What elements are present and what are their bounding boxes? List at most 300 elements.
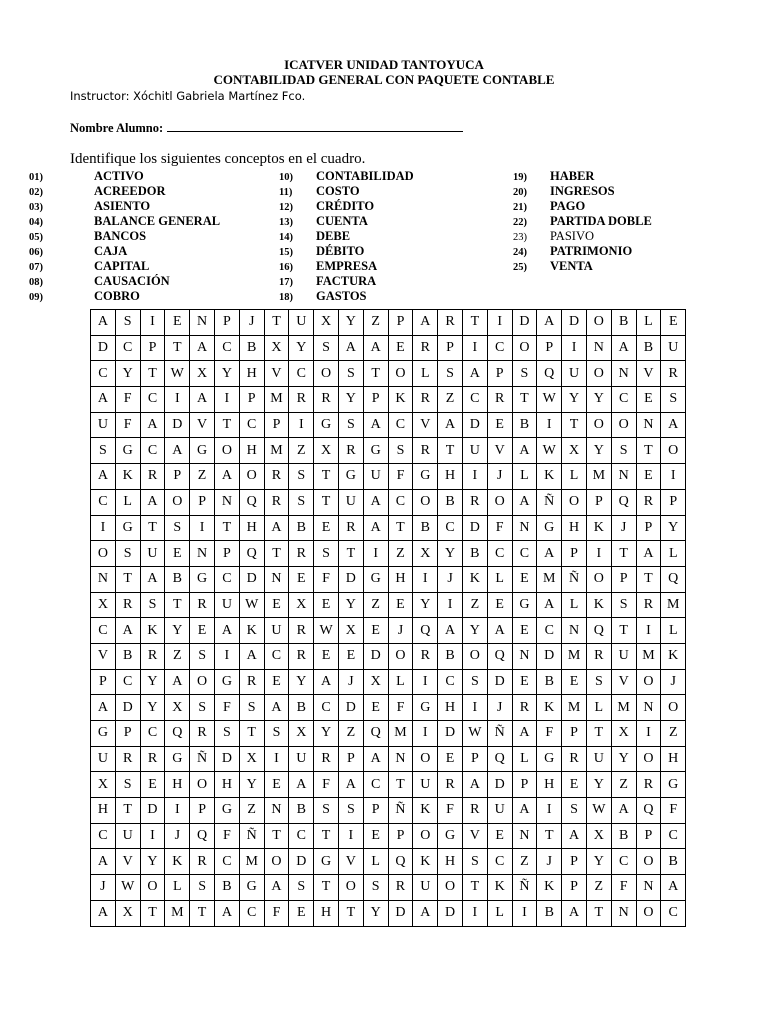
grid-cell[interactable]: I [214,387,239,413]
grid-cell[interactable]: S [388,438,413,464]
grid-cell[interactable]: G [190,566,215,592]
grid-cell[interactable]: C [91,489,116,515]
grid-cell[interactable]: F [264,900,289,926]
grid-cell[interactable]: P [636,515,661,541]
grid-cell[interactable]: N [512,643,537,669]
grid-cell[interactable]: D [338,695,363,721]
grid-cell[interactable]: D [115,695,140,721]
grid-cell[interactable]: U [586,746,611,772]
grid-cell[interactable]: C [214,566,239,592]
grid-cell[interactable]: N [190,310,215,336]
grid-cell[interactable]: R [636,772,661,798]
grid-cell[interactable]: G [214,798,239,824]
grid-cell[interactable]: E [165,541,190,567]
grid-cell[interactable]: Q [388,849,413,875]
grid-cell[interactable]: P [363,387,388,413]
grid-cell[interactable]: Z [363,592,388,618]
grid-cell[interactable]: Z [165,643,190,669]
grid-cell[interactable]: S [338,412,363,438]
grid-cell[interactable]: G [661,772,686,798]
grid-cell[interactable]: T [636,566,661,592]
grid-cell[interactable]: B [611,310,636,336]
grid-cell[interactable]: F [115,412,140,438]
grid-cell[interactable]: K [537,464,562,490]
grid-cell[interactable]: T [314,823,339,849]
grid-cell[interactable]: A [115,618,140,644]
grid-cell[interactable]: B [214,875,239,901]
grid-cell[interactable]: D [462,412,487,438]
grid-cell[interactable]: A [190,335,215,361]
grid-cell[interactable]: W [462,721,487,747]
grid-cell[interactable]: P [264,412,289,438]
grid-cell[interactable]: C [239,412,264,438]
grid-cell[interactable]: A [438,412,463,438]
grid-cell[interactable]: A [611,798,636,824]
grid-cell[interactable]: U [462,438,487,464]
grid-cell[interactable]: A [512,489,537,515]
grid-cell[interactable]: S [611,438,636,464]
grid-cell[interactable]: E [438,746,463,772]
grid-cell[interactable]: V [91,643,116,669]
grid-cell[interactable]: M [388,721,413,747]
grid-cell[interactable]: T [140,515,165,541]
grid-cell[interactable]: P [214,541,239,567]
grid-cell[interactable]: L [388,669,413,695]
grid-cell[interactable]: G [512,592,537,618]
grid-cell[interactable]: U [338,489,363,515]
grid-cell[interactable]: H [537,772,562,798]
grid-cell[interactable]: A [214,464,239,490]
grid-cell[interactable]: O [190,669,215,695]
grid-cell[interactable]: S [115,310,140,336]
grid-cell[interactable]: S [314,798,339,824]
grid-cell[interactable]: I [413,721,438,747]
grid-cell[interactable]: C [91,618,116,644]
grid-cell[interactable]: M [562,643,587,669]
grid-cell[interactable]: R [115,746,140,772]
grid-cell[interactable]: S [338,798,363,824]
grid-cell[interactable]: O [264,849,289,875]
grid-cell[interactable]: I [214,643,239,669]
grid-cell[interactable]: T [611,618,636,644]
grid-cell[interactable]: A [91,849,116,875]
grid-cell[interactable]: A [562,900,587,926]
grid-cell[interactable]: A [214,618,239,644]
grid-cell[interactable]: K [413,849,438,875]
grid-cell[interactable]: S [239,695,264,721]
grid-cell[interactable]: Y [214,361,239,387]
grid-cell[interactable]: U [91,746,116,772]
grid-cell[interactable]: O [661,438,686,464]
grid-cell[interactable]: K [388,387,413,413]
grid-cell[interactable]: P [512,772,537,798]
grid-cell[interactable]: X [289,592,314,618]
grid-cell[interactable]: Z [586,875,611,901]
grid-cell[interactable]: L [636,310,661,336]
grid-cell[interactable]: J [338,669,363,695]
grid-cell[interactable]: C [388,412,413,438]
grid-cell[interactable]: Z [661,721,686,747]
grid-cell[interactable]: W [165,361,190,387]
grid-cell[interactable]: D [289,849,314,875]
grid-cell[interactable]: R [413,643,438,669]
grid-cell[interactable]: B [115,643,140,669]
grid-cell[interactable]: F [314,566,339,592]
grid-cell[interactable]: R [190,592,215,618]
grid-cell[interactable]: C [438,515,463,541]
grid-cell[interactable]: C [289,361,314,387]
grid-cell[interactable]: S [462,669,487,695]
grid-cell[interactable]: L [363,849,388,875]
grid-cell[interactable]: O [388,643,413,669]
grid-cell[interactable]: C [115,669,140,695]
grid-cell[interactable]: Y [115,361,140,387]
grid-cell[interactable]: U [611,643,636,669]
grid-cell[interactable]: G [363,566,388,592]
grid-cell[interactable]: E [140,772,165,798]
grid-cell[interactable]: B [165,566,190,592]
grid-cell[interactable]: Q [363,721,388,747]
grid-cell[interactable]: D [537,643,562,669]
grid-cell[interactable]: S [289,489,314,515]
grid-cell[interactable]: O [165,489,190,515]
grid-cell[interactable]: O [661,695,686,721]
grid-cell[interactable]: O [636,669,661,695]
grid-cell[interactable]: U [214,592,239,618]
grid-cell[interactable]: L [487,566,512,592]
grid-cell[interactable]: A [636,541,661,567]
grid-cell[interactable]: P [190,798,215,824]
grid-cell[interactable]: Q [537,361,562,387]
grid-cell[interactable]: A [264,875,289,901]
grid-cell[interactable]: P [487,361,512,387]
grid-cell[interactable]: V [190,412,215,438]
grid-cell[interactable]: T [314,875,339,901]
grid-cell[interactable]: D [363,643,388,669]
grid-cell[interactable]: S [512,361,537,387]
grid-cell[interactable]: S [611,592,636,618]
grid-cell[interactable]: O [214,438,239,464]
grid-cell[interactable]: I [140,823,165,849]
grid-cell[interactable]: Y [140,849,165,875]
grid-cell[interactable]: E [487,823,512,849]
grid-cell[interactable]: L [562,592,587,618]
grid-cell[interactable]: A [214,900,239,926]
grid-cell[interactable]: A [91,310,116,336]
grid-cell[interactable]: F [438,798,463,824]
grid-cell[interactable]: F [115,387,140,413]
grid-cell[interactable]: H [562,515,587,541]
grid-cell[interactable]: A [338,772,363,798]
grid-cell[interactable]: G [338,464,363,490]
grid-cell[interactable]: G [438,823,463,849]
grid-cell[interactable]: S [438,361,463,387]
grid-cell[interactable]: I [462,335,487,361]
grid-cell[interactable]: H [438,695,463,721]
grid-cell[interactable]: C [140,387,165,413]
grid-cell[interactable]: X [190,361,215,387]
grid-cell[interactable]: E [289,566,314,592]
grid-cell[interactable]: C [512,541,537,567]
grid-cell[interactable]: P [462,746,487,772]
grid-cell[interactable]: A [314,669,339,695]
grid-cell[interactable]: A [363,412,388,438]
grid-cell[interactable]: R [239,669,264,695]
grid-cell[interactable]: R [289,643,314,669]
grid-cell[interactable]: T [190,900,215,926]
grid-cell[interactable]: P [438,335,463,361]
grid-cell[interactable]: E [512,669,537,695]
grid-cell[interactable]: R [140,746,165,772]
grid-cell[interactable]: I [586,541,611,567]
grid-cell[interactable]: R [289,387,314,413]
grid-cell[interactable]: L [487,900,512,926]
grid-cell[interactable]: T [214,515,239,541]
grid-cell[interactable]: K [165,849,190,875]
grid-cell[interactable]: A [264,695,289,721]
grid-cell[interactable]: C [611,387,636,413]
grid-cell[interactable]: C [487,541,512,567]
grid-cell[interactable]: D [462,515,487,541]
grid-cell[interactable]: T [165,592,190,618]
grid-cell[interactable]: O [636,746,661,772]
grid-cell[interactable]: R [636,592,661,618]
grid-cell[interactable]: I [661,464,686,490]
grid-cell[interactable]: B [512,412,537,438]
grid-cell[interactable]: T [562,412,587,438]
student-name-field[interactable] [167,120,463,132]
grid-cell[interactable]: N [512,823,537,849]
grid-cell[interactable]: R [462,798,487,824]
grid-cell[interactable]: S [462,849,487,875]
grid-cell[interactable]: A [413,310,438,336]
grid-cell[interactable]: C [661,900,686,926]
grid-cell[interactable]: O [388,361,413,387]
grid-cell[interactable]: V [462,823,487,849]
grid-cell[interactable]: Q [611,489,636,515]
grid-cell[interactable]: R [512,695,537,721]
grid-cell[interactable]: U [487,798,512,824]
grid-cell[interactable]: N [636,412,661,438]
grid-cell[interactable]: R [586,643,611,669]
grid-cell[interactable]: S [190,643,215,669]
grid-cell[interactable]: A [512,721,537,747]
grid-cell[interactable]: R [413,438,438,464]
grid-cell[interactable]: P [363,798,388,824]
grid-cell[interactable]: V [487,438,512,464]
grid-cell[interactable]: B [438,489,463,515]
grid-cell[interactable]: E [363,618,388,644]
grid-cell[interactable]: O [438,875,463,901]
grid-cell[interactable]: Q [413,618,438,644]
grid-cell[interactable]: A [537,541,562,567]
grid-cell[interactable]: X [611,721,636,747]
grid-cell[interactable]: H [239,515,264,541]
grid-cell[interactable]: L [115,489,140,515]
grid-cell[interactable]: X [363,669,388,695]
grid-cell[interactable]: E [487,412,512,438]
grid-cell[interactable]: N [190,541,215,567]
grid-cell[interactable]: A [239,643,264,669]
grid-cell[interactable]: Y [586,849,611,875]
grid-cell[interactable]: P [562,875,587,901]
grid-cell[interactable]: G [314,849,339,875]
grid-cell[interactable]: C [487,849,512,875]
grid-cell[interactable]: A [338,335,363,361]
grid-cell[interactable]: Ñ [388,798,413,824]
grid-cell[interactable]: S [115,541,140,567]
grid-cell[interactable]: Y [462,618,487,644]
grid-cell[interactable]: W [314,618,339,644]
grid-cell[interactable]: G [314,412,339,438]
grid-cell[interactable]: Y [140,669,165,695]
grid-cell[interactable]: Y [562,387,587,413]
grid-cell[interactable]: A [537,310,562,336]
grid-cell[interactable]: N [636,695,661,721]
grid-cell[interactable]: A [512,798,537,824]
grid-cell[interactable]: O [586,361,611,387]
grid-cell[interactable]: S [363,875,388,901]
grid-cell[interactable]: E [264,772,289,798]
grid-cell[interactable]: U [115,823,140,849]
grid-cell[interactable]: A [363,489,388,515]
grid-cell[interactable]: W [115,875,140,901]
grid-cell[interactable]: P [611,566,636,592]
grid-cell[interactable]: V [115,849,140,875]
grid-cell[interactable]: L [165,875,190,901]
grid-cell[interactable]: Q [239,541,264,567]
grid-cell[interactable]: A [363,746,388,772]
grid-cell[interactable]: Q [661,566,686,592]
grid-cell[interactable]: X [91,772,116,798]
grid-cell[interactable]: A [462,772,487,798]
grid-cell[interactable]: B [611,823,636,849]
grid-cell[interactable]: C [537,618,562,644]
grid-cell[interactable]: U [363,464,388,490]
grid-cell[interactable]: B [661,849,686,875]
grid-cell[interactable]: R [289,541,314,567]
grid-cell[interactable]: O [562,489,587,515]
grid-cell[interactable]: S [289,875,314,901]
grid-cell[interactable]: S [338,361,363,387]
grid-cell[interactable]: B [537,900,562,926]
grid-cell[interactable]: Z [462,592,487,618]
grid-cell[interactable]: N [611,361,636,387]
grid-cell[interactable]: S [190,875,215,901]
grid-cell[interactable]: N [264,566,289,592]
grid-cell[interactable]: I [190,515,215,541]
grid-cell[interactable]: D [388,900,413,926]
grid-cell[interactable]: J [537,849,562,875]
grid-cell[interactable]: R [264,489,289,515]
grid-cell[interactable]: X [91,592,116,618]
grid-cell[interactable]: Ñ [487,721,512,747]
grid-cell[interactable]: W [239,592,264,618]
grid-cell[interactable]: A [413,900,438,926]
grid-cell[interactable]: U [289,310,314,336]
grid-cell[interactable]: A [462,361,487,387]
grid-cell[interactable]: R [115,592,140,618]
grid-cell[interactable]: U [562,361,587,387]
grid-cell[interactable]: N [91,566,116,592]
grid-cell[interactable]: K [537,875,562,901]
grid-cell[interactable]: C [239,900,264,926]
grid-cell[interactable]: H [165,772,190,798]
grid-cell[interactable]: H [438,464,463,490]
grid-cell[interactable]: K [487,875,512,901]
grid-cell[interactable]: I [165,798,190,824]
grid-cell[interactable]: J [91,875,116,901]
grid-cell[interactable]: A [91,695,116,721]
grid-cell[interactable]: D [239,566,264,592]
grid-cell[interactable]: P [661,489,686,515]
grid-cell[interactable]: C [661,823,686,849]
grid-cell[interactable]: A [264,515,289,541]
grid-cell[interactable]: O [338,875,363,901]
grid-cell[interactable]: M [661,592,686,618]
grid-cell[interactable]: A [363,515,388,541]
grid-cell[interactable]: G [537,746,562,772]
grid-cell[interactable]: P [115,721,140,747]
grid-cell[interactable]: R [661,361,686,387]
grid-cell[interactable]: Z [239,798,264,824]
grid-cell[interactable]: I [140,310,165,336]
grid-cell[interactable]: D [140,798,165,824]
grid-cell[interactable]: J [388,618,413,644]
grid-cell[interactable]: M [264,387,289,413]
grid-cell[interactable]: Y [661,515,686,541]
grid-cell[interactable]: V [264,361,289,387]
grid-cell[interactable]: A [562,823,587,849]
grid-cell[interactable]: K [537,695,562,721]
grid-cell[interactable]: W [537,438,562,464]
grid-cell[interactable]: L [586,695,611,721]
grid-cell[interactable]: W [586,798,611,824]
grid-cell[interactable]: E [636,387,661,413]
grid-cell[interactable]: T [512,387,537,413]
grid-cell[interactable]: E [289,900,314,926]
grid-cell[interactable]: C [214,849,239,875]
grid-cell[interactable]: H [214,772,239,798]
grid-cell[interactable]: T [140,900,165,926]
grid-cell[interactable]: I [537,412,562,438]
grid-cell[interactable]: I [438,592,463,618]
grid-cell[interactable]: P [388,823,413,849]
grid-cell[interactable]: O [586,310,611,336]
grid-cell[interactable]: T [165,335,190,361]
grid-cell[interactable]: J [487,464,512,490]
grid-cell[interactable]: T [314,464,339,490]
grid-cell[interactable]: P [562,849,587,875]
grid-cell[interactable]: V [611,669,636,695]
grid-cell[interactable]: N [586,335,611,361]
grid-cell[interactable]: P [586,489,611,515]
grid-cell[interactable]: L [413,361,438,387]
grid-cell[interactable]: N [214,489,239,515]
grid-cell[interactable]: G [115,438,140,464]
grid-cell[interactable]: Y [289,335,314,361]
grid-cell[interactable]: G [91,721,116,747]
grid-cell[interactable]: S [264,721,289,747]
grid-cell[interactable]: I [413,566,438,592]
grid-cell[interactable]: Ñ [562,566,587,592]
grid-cell[interactable]: N [264,798,289,824]
grid-cell[interactable]: G [190,438,215,464]
grid-cell[interactable]: Y [338,310,363,336]
grid-cell[interactable]: C [314,695,339,721]
grid-cell[interactable]: K [140,618,165,644]
grid-cell[interactable]: B [636,335,661,361]
